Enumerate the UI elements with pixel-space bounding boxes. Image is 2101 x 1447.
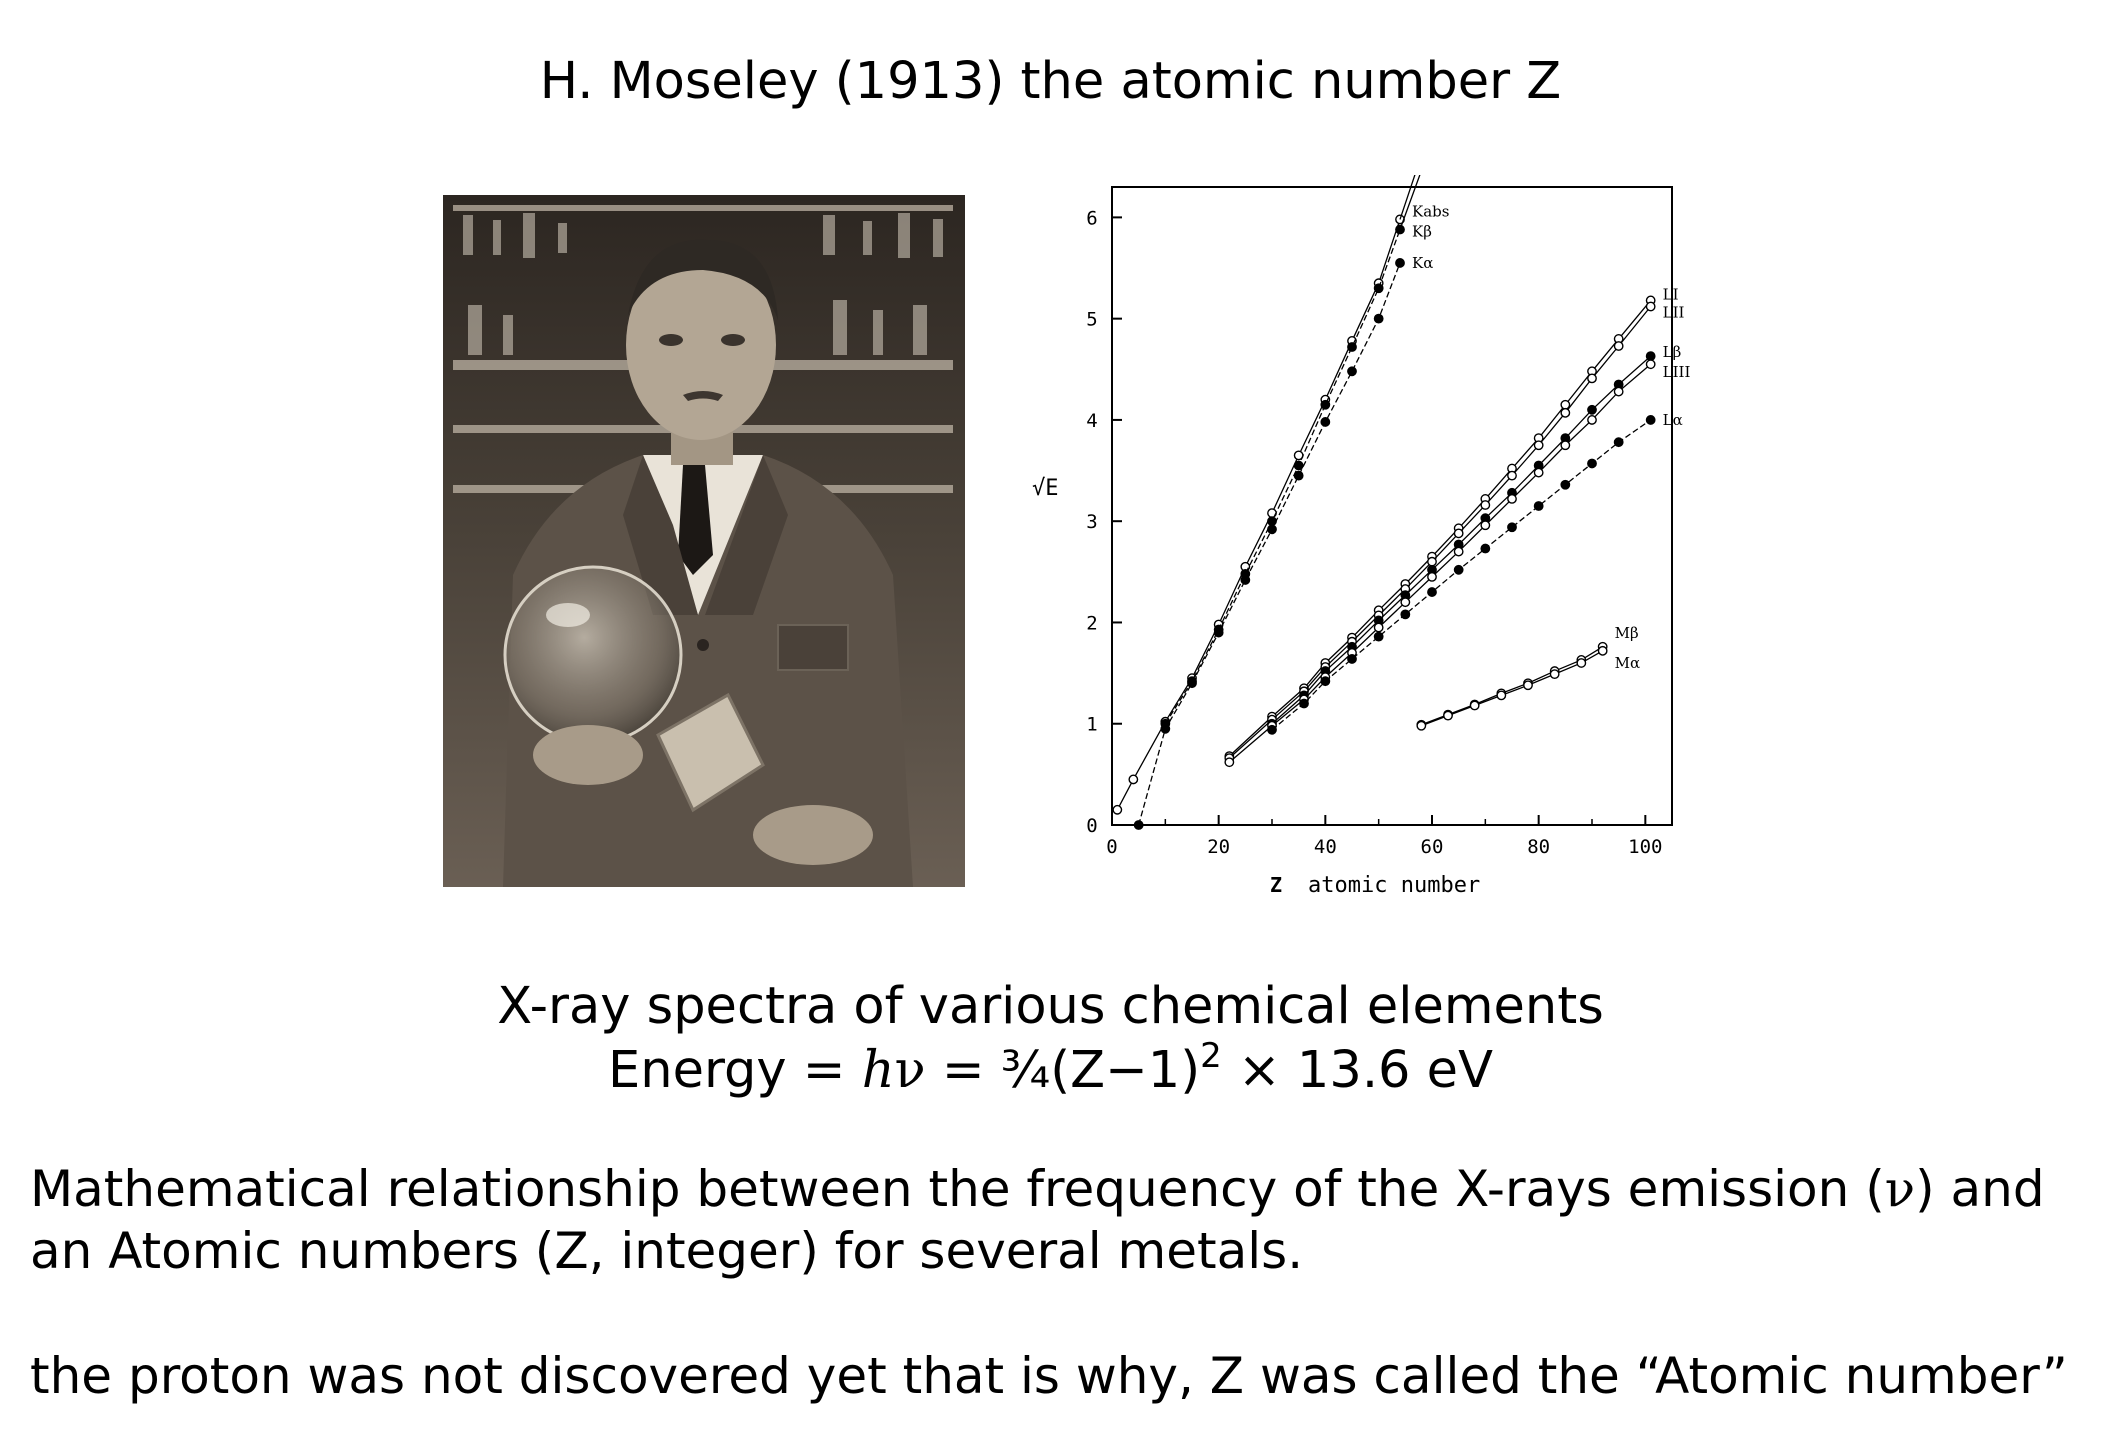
paragraph-relationship bbox=[30, 1158, 2090, 1282]
data-point bbox=[1561, 401, 1569, 409]
data-point bbox=[1321, 401, 1329, 409]
data-point bbox=[1588, 406, 1596, 414]
paragraph1-text-b: ) and an Atomic numbers (Z, integer) for several metals. bbox=[30, 1160, 2045, 1280]
data-point bbox=[1508, 471, 1516, 479]
data-point bbox=[1646, 302, 1654, 310]
data-point bbox=[1321, 677, 1329, 685]
paragraph1-text-a: Mathematical relationship between the frequency of the X-rays emission ( bbox=[30, 1160, 1885, 1218]
y-axis-label: √E bbox=[1032, 476, 1059, 501]
y-tick-label: 2 bbox=[1086, 612, 1098, 635]
data-point bbox=[1454, 566, 1462, 574]
data-point bbox=[1561, 481, 1569, 489]
series-line-0 bbox=[1117, 219, 1400, 809]
data-point bbox=[1225, 758, 1233, 766]
data-point bbox=[1374, 632, 1382, 640]
data-point bbox=[1374, 284, 1382, 292]
data-point bbox=[1417, 722, 1425, 730]
data-point bbox=[1428, 573, 1436, 581]
data-point bbox=[1481, 544, 1489, 552]
y-tick-label: 5 bbox=[1086, 308, 1098, 331]
data-point bbox=[1241, 576, 1249, 584]
planck-symbol: h bbox=[861, 1041, 895, 1100]
data-point bbox=[1401, 610, 1409, 618]
paragraph1-nu: ν bbox=[1884, 1160, 1916, 1218]
series-label: Lβ bbox=[1662, 343, 1682, 362]
data-point bbox=[1428, 557, 1436, 565]
series-label: LIII bbox=[1662, 363, 1690, 382]
data-point bbox=[1188, 679, 1196, 687]
data-point bbox=[1524, 681, 1532, 689]
chart-svg bbox=[1020, 175, 1690, 910]
energy-mid: = ¾(Z−1) bbox=[925, 1041, 1201, 1100]
chart-marks bbox=[1113, 175, 1655, 829]
data-point bbox=[1396, 259, 1404, 267]
data-point bbox=[1508, 495, 1516, 503]
series-label: Lα bbox=[1662, 410, 1683, 429]
series-line-2 bbox=[1139, 263, 1400, 825]
data-point bbox=[1428, 588, 1436, 596]
plot-frame bbox=[1112, 187, 1672, 825]
data-point bbox=[1550, 670, 1558, 678]
data-point bbox=[1374, 314, 1382, 322]
x-tick-label: 40 bbox=[1313, 836, 1337, 858]
data-point bbox=[1214, 628, 1222, 636]
y-tick-label: 6 bbox=[1086, 207, 1098, 230]
page-title: H. Moseley (1913) the atomic number Z bbox=[539, 52, 1562, 111]
moseley-portrait-photo bbox=[443, 195, 965, 887]
data-point bbox=[1481, 521, 1489, 529]
exponent: 2 bbox=[1200, 1036, 1222, 1076]
energy-prefix: Energy = bbox=[608, 1041, 862, 1100]
x-tick-label: 20 bbox=[1207, 836, 1231, 858]
data-point bbox=[1508, 523, 1516, 531]
data-point bbox=[1134, 821, 1142, 829]
chart-labels bbox=[1412, 202, 1690, 671]
data-point bbox=[1598, 647, 1606, 655]
data-point bbox=[1268, 525, 1276, 533]
y-tick-label: 1 bbox=[1086, 713, 1098, 736]
paragraph-proton: the proton was not discovered yet that is why, Z was called the “Atomic number” bbox=[30, 1347, 2068, 1405]
series-label: Kβ bbox=[1412, 222, 1432, 241]
data-point bbox=[1268, 726, 1276, 734]
moseley-chart bbox=[1020, 175, 1690, 910]
energy-suffix: × 13.6 eV bbox=[1221, 1041, 1493, 1100]
data-point bbox=[1129, 775, 1137, 783]
data-point bbox=[1300, 699, 1308, 707]
data-point bbox=[1497, 691, 1505, 699]
series-label: Mα bbox=[1614, 653, 1641, 672]
data-point bbox=[1470, 701, 1478, 709]
x-tick-label: 80 bbox=[1527, 836, 1551, 858]
data-point bbox=[1561, 409, 1569, 417]
y-tick-label: 4 bbox=[1086, 409, 1098, 432]
series-label: LII bbox=[1662, 303, 1685, 322]
data-point bbox=[1646, 416, 1654, 424]
x-tick-label: 100 bbox=[1628, 836, 1663, 858]
series-line-4 bbox=[1229, 306, 1650, 758]
caption-line-1: X-ray spectra of various chemical elements bbox=[497, 977, 1604, 1036]
portrait-illustration bbox=[443, 195, 965, 887]
data-point bbox=[1444, 711, 1452, 719]
data-point bbox=[1294, 471, 1302, 479]
data-point bbox=[1534, 441, 1542, 449]
x-axis-symbol: Z bbox=[1270, 873, 1283, 897]
data-point bbox=[1294, 461, 1302, 469]
data-point bbox=[1113, 806, 1121, 814]
series-label: Mβ bbox=[1614, 623, 1639, 642]
data-point bbox=[1646, 352, 1654, 360]
data-point bbox=[1374, 623, 1382, 631]
data-point bbox=[1454, 547, 1462, 555]
x-tick-label: 60 bbox=[1420, 836, 1444, 858]
data-point bbox=[1454, 529, 1462, 537]
nu-symbol: ν bbox=[894, 1041, 926, 1100]
data-point bbox=[1614, 342, 1622, 350]
series-label: Kabs bbox=[1412, 202, 1450, 221]
data-point bbox=[1561, 441, 1569, 449]
data-point bbox=[1401, 598, 1409, 606]
data-point bbox=[1588, 459, 1596, 467]
data-point bbox=[1577, 659, 1585, 667]
data-point bbox=[1614, 438, 1622, 446]
y-tick-label: 3 bbox=[1086, 511, 1098, 534]
data-point bbox=[1534, 502, 1542, 510]
data-point bbox=[1614, 387, 1622, 395]
series-label: Kα bbox=[1412, 253, 1434, 272]
series-line-1 bbox=[1165, 230, 1400, 724]
series-line-6 bbox=[1229, 364, 1650, 762]
data-point bbox=[1588, 374, 1596, 382]
data-point bbox=[1534, 468, 1542, 476]
series-label: LI bbox=[1662, 285, 1679, 304]
data-point bbox=[1348, 343, 1356, 351]
energy-formula bbox=[0, 1036, 2101, 1103]
data-point bbox=[1646, 360, 1654, 368]
data-point bbox=[1268, 517, 1276, 525]
x-axis-label: atomic number bbox=[1308, 873, 1481, 898]
data-point bbox=[1588, 416, 1596, 424]
x-tick-label: 0 bbox=[1106, 836, 1118, 858]
data-point bbox=[1321, 418, 1329, 426]
y-tick-label: 0 bbox=[1086, 815, 1098, 837]
figure-caption bbox=[0, 975, 2101, 1103]
data-point bbox=[1481, 501, 1489, 509]
data-point bbox=[1161, 725, 1169, 733]
data-point bbox=[1348, 655, 1356, 663]
series-line-3 bbox=[1229, 300, 1650, 756]
data-point bbox=[1348, 367, 1356, 375]
